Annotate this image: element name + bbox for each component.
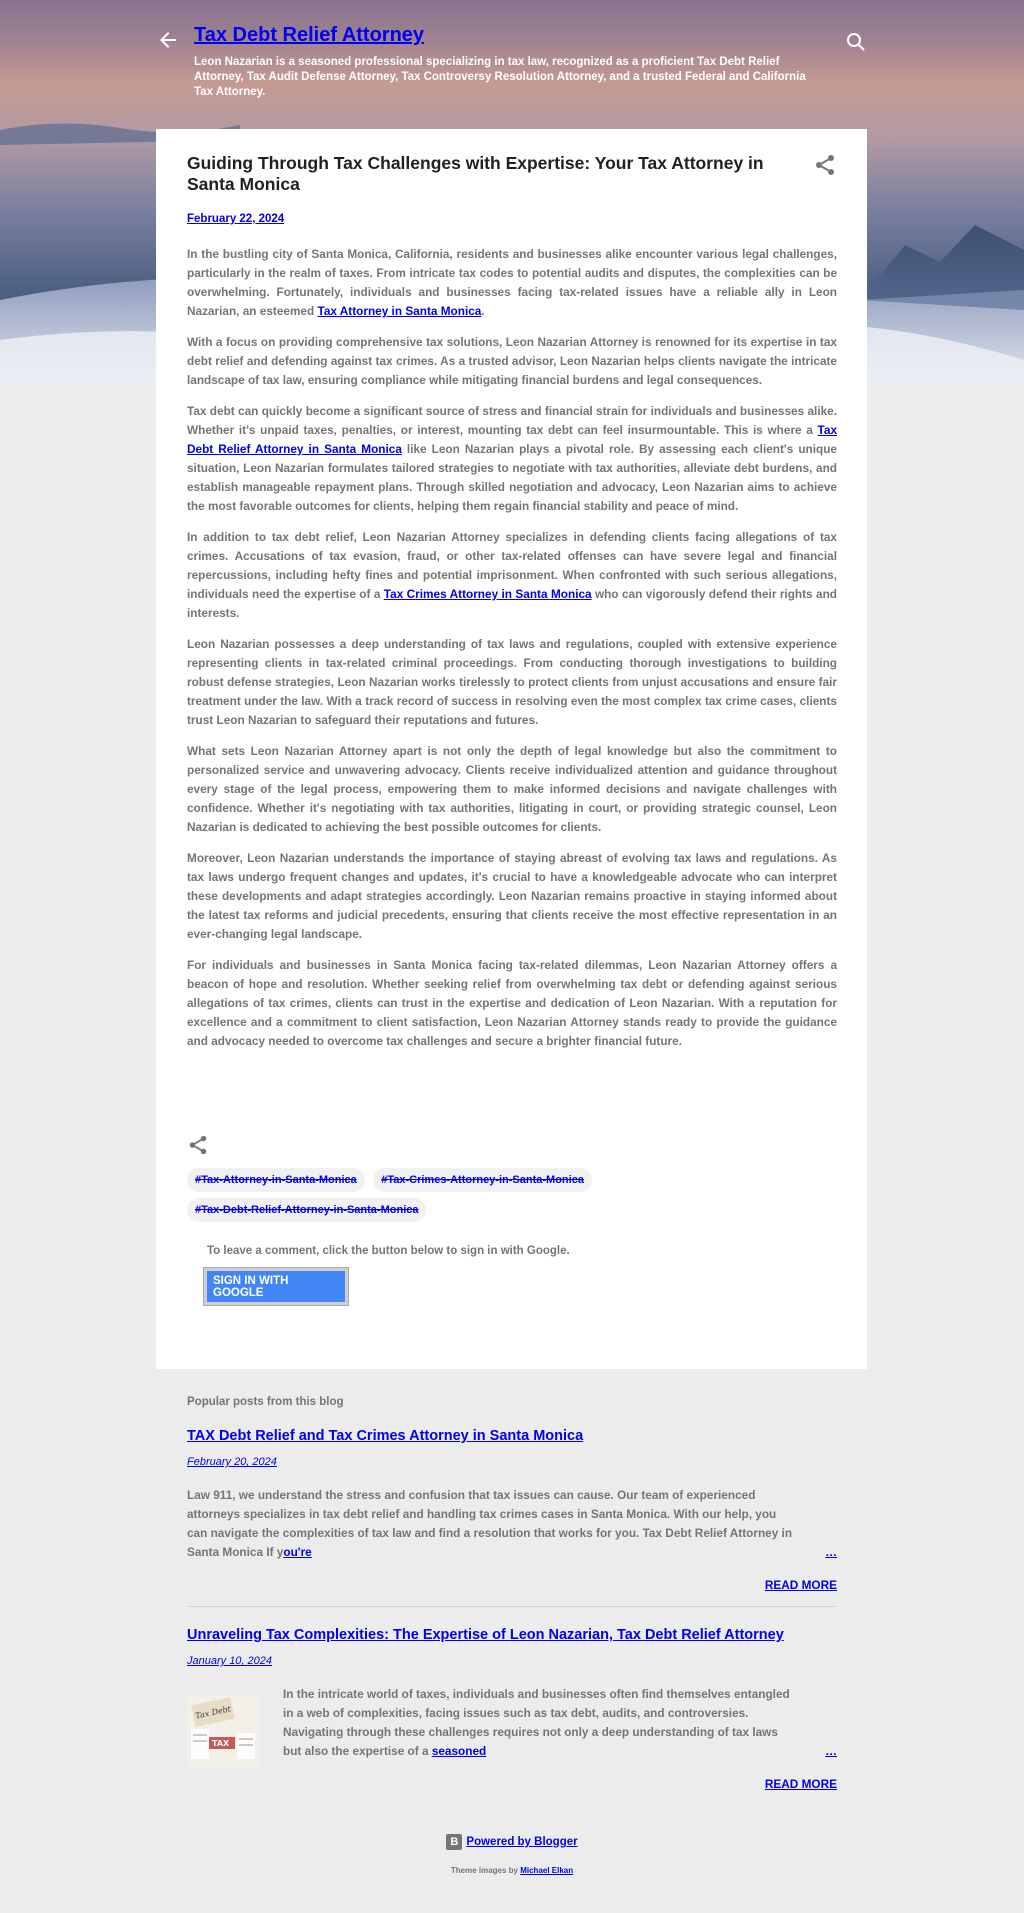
post-paragraph — [187, 402, 837, 516]
footer — [0, 1832, 1024, 1875]
paragraph-text: like Leon Nazarian plays a pivotal role. By assessing each client's unique situation, Leon Nazarian formulates tailored strategies to negotiate with tax authorities, alleviate debt burdens, and establish manageable repayment plans. Through skilled negotiation and advocacy, Leon Nazarian aims to achieve the most favorable outcomes for clients, helping them regain financial stability and peace of mind. — [187, 442, 837, 513]
snippet-ellipsis-link[interactable]: … — [825, 1744, 837, 1758]
powered-by-blogger-link[interactable]: Powered by Blogger — [466, 1836, 578, 1848]
snippet-text: In the intricate world of taxes, individuals and businesses often find themselves entangled in a web of complexities, facing issues such as tax debt, audits, and controversies. Navigating through these challenges requires not only a deep understanding of tax laws but also the expertise of a — [283, 1687, 790, 1758]
tax-crimes-attorney-link[interactable]: Tax Crimes Attorney in Santa Monica — [383, 587, 592, 601]
tax-debt-relief-attorney-link[interactable]: Tax Debt Relief Attorney in Santa Monica — [187, 423, 837, 456]
popular-post-snippet — [187, 1486, 837, 1562]
read-more-link[interactable]: READ MORE — [764, 1578, 837, 1592]
svg-text:TAX: TAX — [212, 1739, 230, 1748]
blogger-icon[interactable]: B — [446, 1834, 462, 1850]
snippet-text: Law 911, we understand the stress and confusion that tax issues can cause. Our team of experienced attorneys specializes in tax debt relief and handling tax crimes cases in Santa Monica. With our help, you can navigate the complexities of tax law and find a resolution that works for you. Tax Debt Relief Attorney in Santa Monica If y — [187, 1488, 793, 1559]
divider — [187, 1606, 837, 1607]
popular-posts — [187, 1396, 837, 1791]
paragraph-text: In addition to tax debt relief, Leon Nazarian Attorney specializes in defending clients facing allegations of tax crimes. Accusations of tax evasion, fraud, or other tax-related offenses can have severe legal and financial repercussions, including hefty fines and potential imprisonment. When confronted with such serious allegations, individuals need the expertise of a — [187, 530, 837, 601]
popular-post-title-link[interactable]: Unraveling Tax Complexities: The Expertise of Leon Nazarian, Tax Debt Relief Attorney — [187, 1627, 784, 1643]
read-more-link[interactable]: READ MORE — [764, 1777, 837, 1791]
post-card — [156, 129, 867, 1369]
post-paragraph: Moreover, Leon Nazarian understands the importance of staying abreast of evolving tax laws and regulations. As tax laws undergo frequent changes and updates, it's crucial to have a knowledgeable advocate who can interpret these developments and adapt strategies accordingly. Leon Nazarian remains proactive in staying informed about the latest tax reforms and judicial precedents, ensuring that clients receive the most effective representation in an ever-changing legal landscape. — [187, 851, 837, 941]
post-paragraph: Leon Nazarian possesses a deep understanding of tax laws and regulations, coupled with extensive experience representing clients in tax-related criminal proceedings. From conducting thorough investigations to building robust defense strategies, Leon Nazarian works tirelessly to protect clients from unjust accusations and ensure fair treatment under the law. With a track record of success in resolving even the most complex tax crime cases, clients trust Leon Nazarian to safeguard their reputations and futures. — [187, 637, 837, 727]
blog-header — [156, 24, 868, 114]
post-date-link[interactable]: February 22, 2024 — [187, 213, 285, 225]
snippet-link[interactable]: seasoned — [431, 1744, 487, 1758]
label-chip[interactable]: #Tax-Debt-Relief-Attorney-in-Santa-Monica — [187, 1198, 426, 1222]
theme-author-link[interactable]: Michael Elkan — [520, 1866, 574, 1875]
post-thumbnail-image[interactable] — [187, 1695, 259, 1767]
post-paragraph — [187, 528, 837, 623]
popular-post-snippet — [283, 1685, 837, 1761]
snippet-link[interactable]: ou're — [283, 1545, 312, 1559]
post-paragraph — [187, 245, 837, 321]
sign-in-with-google-button[interactable]: SIGN IN WITH GOOGLE — [204, 1268, 348, 1305]
popular-posts-heading: Popular posts from this blog — [187, 1396, 344, 1408]
svg-text:Tax Debt: Tax Debt — [194, 1704, 232, 1721]
theme-credit-text: Theme images by — [450, 1866, 521, 1875]
paragraph-text: Tax debt can quickly become a significant source of stress and financial strain for individuals and businesses alike. Whether it's unpaid taxes, penalties, or interest, mounting tax debt can feel insurmountable. This is where a — [187, 404, 837, 437]
blog-description: Leon Nazarian is a seasoned professional specializing in tax law, recognized as a proficient Tax Debt Relief Attorney, Tax Audit Defense Attorney, Tax Controversy Resolution Attorney, and a trusted Federal and California Tax Attorney. — [194, 56, 806, 98]
tax-attorney-santa-monica-link[interactable]: Tax Attorney in Santa Monica — [317, 304, 482, 318]
share-icon[interactable] — [813, 153, 837, 177]
post-title: Guiding Through Tax Challenges with Expertise: Your Tax Attorney in Santa Monica — [187, 153, 764, 194]
popular-post-date-link[interactable]: January 10, 2024 — [187, 1655, 273, 1667]
popular-post-body — [187, 1685, 837, 1761]
post-body — [187, 245, 837, 1051]
post-paragraph: For individuals and businesses in Santa Monica facing tax-related dilemmas, Leon Nazarian Attorney offers a beacon of hope and resolution. Whether seeking relief from overwhelming tax debt or defending against serious allegations of tax crimes, clients can trust in the expertise and dedication of Leon Nazarian. With a reputation for excellence and a commitment to client satisfaction, Leon Nazarian Attorney stands ready to provide the guidance and advocacy needed to overcome tax challenges and secure a brighter financial future. — [187, 958, 837, 1048]
paragraph-text: . — [481, 304, 485, 318]
post-content — [187, 153, 837, 1063]
popular-post-title-link[interactable]: TAX Debt Relief and Tax Crimes Attorney in Santa Monica — [187, 1428, 584, 1444]
comment-note: To leave a comment, click the button below to sign in with Google. — [207, 1245, 570, 1257]
theme-credit — [0, 1866, 1024, 1875]
post-paragraph: What sets Leon Nazarian Attorney apart is not only the depth of legal knowledge but also the commitment to personalized service and unwavering advocacy. Clients receive individualized attention and guidance throughout every stage of the legal process, empowering them to make informed decisions and navigate challenges with confidence. Whether it's negotiating with tax authorities, litigating in court, or providing strategic counsel, Leon Nazarian is dedicated to achieving the best possible outcomes for clients. — [187, 744, 837, 834]
search-icon[interactable] — [844, 30, 868, 54]
label-chip[interactable]: #Tax-Crimes-Attorney-in-Santa-Monica — [373, 1168, 592, 1192]
back-arrow-icon[interactable] — [156, 28, 180, 52]
popular-post-item — [187, 1627, 837, 1791]
label-chip[interactable]: #Tax-Attorney-in-Santa-Monica — [187, 1168, 365, 1192]
paragraph-text: who can vigorously defend their rights and interests. — [187, 587, 837, 620]
post-labels — [187, 1168, 837, 1228]
popular-post-date-link[interactable]: February 20, 2024 — [187, 1456, 277, 1468]
powered-by-blogger — [446, 1834, 577, 1850]
share-icon[interactable] — [187, 1134, 209, 1156]
snippet-ellipsis-link[interactable]: … — [825, 1545, 837, 1559]
post-paragraph: With a focus on providing comprehensive tax solutions, Leon Nazarian Attorney is renowned for its expertise in tax debt relief and defending against tax crimes. As a trusted advisor, Leon Nazarian helps clients navigate the intricate landscape of tax law, ensuring compliance while mitigating financial burdens and legal consequences. — [187, 335, 837, 387]
paragraph-text: In the bustling city of Santa Monica, California, residents and businesses alike encounter various legal challenges, particularly in the realm of taxes. From intricate tax codes to potential audits and disputes, the complexities can be overwhelming. Fortunately, individuals and businesses facing tax-related issues have a reliable ally in Leon Nazarian, an esteemed — [187, 247, 837, 318]
blog-title-link[interactable]: Tax Debt Relief Attorney — [194, 24, 425, 46]
popular-post-item — [187, 1428, 837, 1607]
